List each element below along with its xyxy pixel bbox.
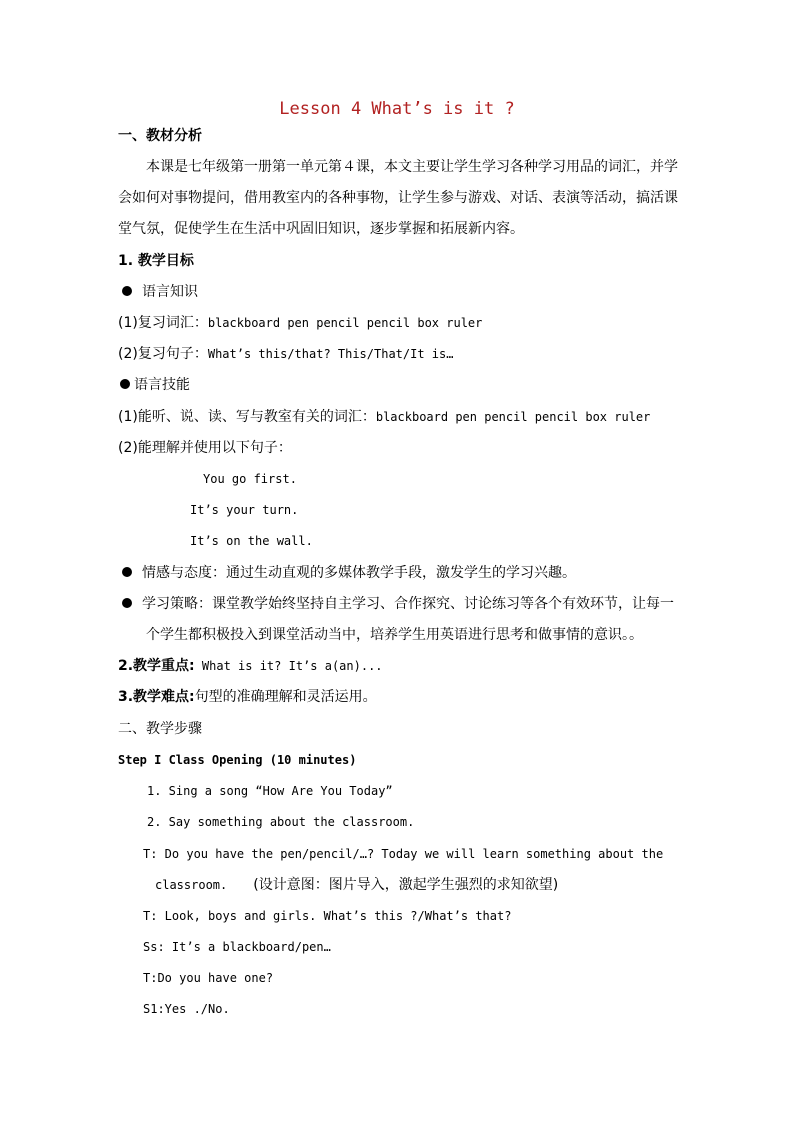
skill1-label: (1)能听、说、读、写与教室有关的词汇： xyxy=(118,409,376,425)
key-points-line xyxy=(118,657,383,676)
language-skills-item xyxy=(120,376,190,394)
bullet-icon xyxy=(122,598,132,608)
analysis-paragraph-line-1: 本课是七年级第一册第一单元第４课，本文主要让学生学习各种学习用品的词汇，并学 xyxy=(146,159,678,175)
example-sentence-2: It’s your turn. xyxy=(190,503,299,517)
analysis-paragraph-line-3: 堂气氛，促使学生在生活中巩固旧知识，逐步掌握和拓展新内容。 xyxy=(118,221,524,237)
attitude-text: 情感与态度：通过生动直观的多媒体教学手段，激发学生的学习兴趣。 xyxy=(142,565,576,581)
teacher-line-3: T:Do you have one? xyxy=(143,971,274,985)
classroom-word: classroom. xyxy=(155,878,228,892)
page-title: Lesson 4 What’s is it ? xyxy=(279,99,515,119)
step1-heading: Step I Class Opening (10 minutes) xyxy=(118,753,357,767)
teacher-line-1-continued xyxy=(155,876,558,895)
review-sentences-label: (2)复习句子： xyxy=(118,346,208,362)
students-line: Ss: It’s a blackboard/pen… xyxy=(143,940,331,954)
section-heading-textbook-analysis: 一、教材分析 xyxy=(118,128,202,144)
strategy-text-line-2: 个学生都积极投入到课堂活动当中，培养学生用英语进行思考和做事情的意识。。 xyxy=(146,627,643,643)
attitude-item xyxy=(122,564,576,582)
step1-item-2: 2. Say something about the classroom. xyxy=(147,815,415,829)
bullet-icon xyxy=(120,379,130,389)
difficulties-label: 3.教学难点: xyxy=(118,689,195,705)
language-skills-label: 语言技能 xyxy=(134,377,190,393)
objectives-heading: 1. 教学目标 xyxy=(118,253,194,269)
skill2-label: (2)能理解并使用以下句子： xyxy=(118,440,292,456)
teacher-line-1: T: Do you have the pen/pencil/…? Today we will learn something about the xyxy=(143,847,664,861)
review-sentences-text: What’s this/that? This/That/It is… xyxy=(207,347,454,361)
teacher-line-2: T: Look, boys and girls. What’s this ?/What’s that? xyxy=(143,909,512,923)
bullet-icon xyxy=(122,567,132,577)
strategy-item xyxy=(122,595,674,613)
review-words-list: blackboard pen pencil pencil box ruler xyxy=(207,316,483,330)
skill1-words: blackboard pen pencil pencil box ruler xyxy=(375,410,651,424)
review-sentences-line xyxy=(118,345,453,364)
review-words-line xyxy=(118,314,482,333)
language-knowledge-label: 语言知识 xyxy=(142,284,198,300)
skill1-line xyxy=(118,408,650,427)
student1-line: S1:Yes ./No. xyxy=(143,1002,230,1016)
example-sentence-3: It’s on the wall. xyxy=(190,534,313,548)
difficulties-line xyxy=(118,688,377,707)
key-points-label: 2.教学重点: xyxy=(118,658,195,674)
difficulties-text: 句型的准确理解和灵活运用。 xyxy=(194,689,377,705)
step1-item-1: 1. Sing a song “How Are You Today” xyxy=(147,784,393,798)
strategy-text-line-1: 学习策略：课堂教学始终坚持自主学习、合作探究、讨论练习等各个有效环节，让每一 xyxy=(142,596,674,612)
design-intent-note: (设计意图：图片导入，激起学生强烈的求知欲望) xyxy=(253,877,559,893)
example-sentence-1: You go first. xyxy=(203,472,297,486)
language-knowledge-item xyxy=(122,283,198,301)
review-words-label: (1)复习词汇： xyxy=(118,315,208,331)
key-points-text: What is it? It’s a(an)... xyxy=(194,659,383,673)
analysis-paragraph-line-2: 会如何对事物提问，借用教室内的各种事物，让学生参与游戏、对话、表演等活动，搞活课 xyxy=(118,190,678,206)
bullet-icon xyxy=(122,286,132,296)
section-heading-teaching-steps: 二、教学步骤 xyxy=(118,721,202,737)
